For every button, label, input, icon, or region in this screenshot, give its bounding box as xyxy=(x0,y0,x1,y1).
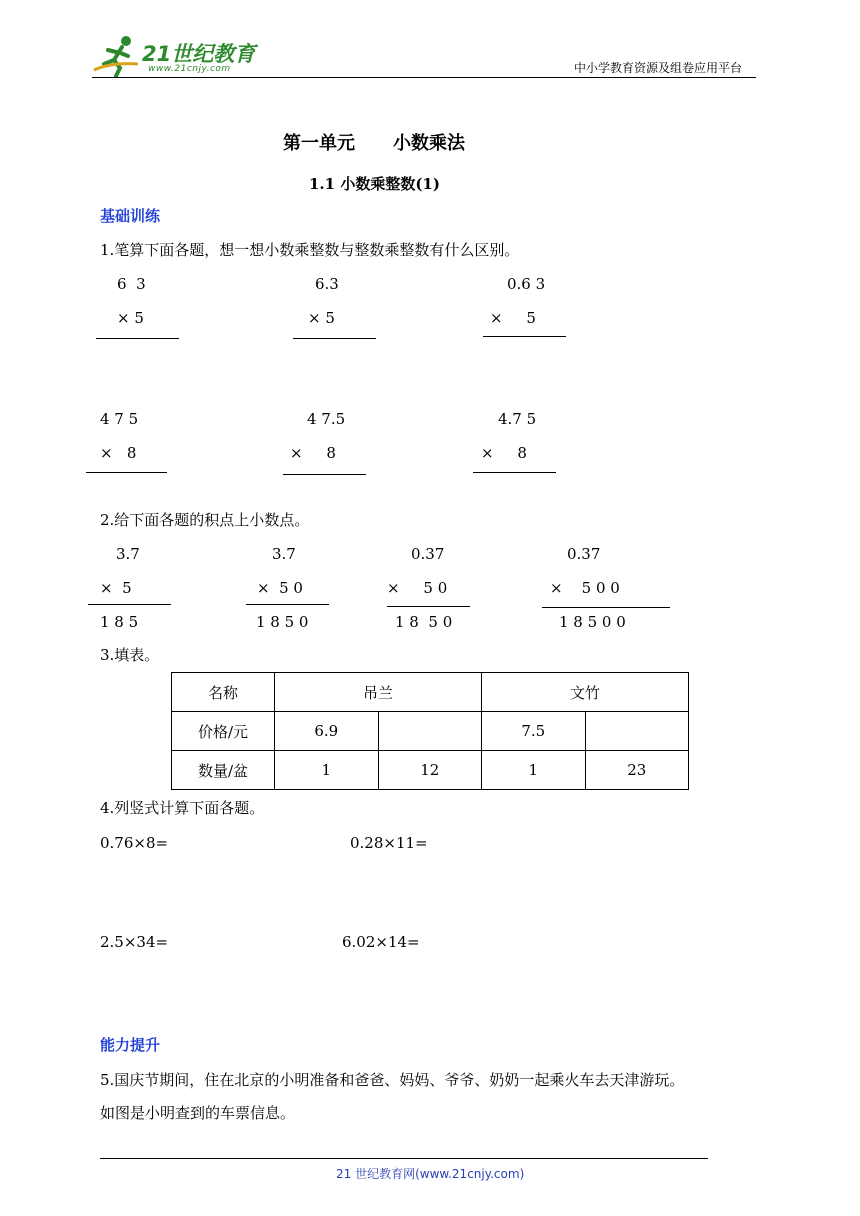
q2-item4-result: 1 8 5 0 0 xyxy=(559,613,626,631)
q1-item3-top: 0.6 3 xyxy=(507,275,546,293)
q4-prompt: 4.列竖式计算下面各题。 xyxy=(100,799,265,817)
q2-item4-mul: × 5 0 0 xyxy=(550,579,620,597)
table-cell: 23 xyxy=(585,751,689,790)
table-cell-blank[interactable] xyxy=(585,712,689,751)
q2-item2-result: 1 8 5 0 xyxy=(256,613,309,631)
table-row-label: 价格/元 xyxy=(172,712,275,751)
q1-item5-line xyxy=(283,474,366,475)
q2-item2-top: 3.7 xyxy=(272,545,296,563)
q1-item1-top: 6 3 xyxy=(117,275,146,293)
footer-divider xyxy=(100,1158,708,1159)
table-header-diaolan: 吊兰 xyxy=(275,673,482,712)
q2-item3-mul: × 5 0 xyxy=(387,579,448,597)
q5-line1: 5.国庆节期间，住在北京的小明准备和爸爸、妈妈、爷爷、奶奶一起乘火车去天津游玩。 xyxy=(100,1071,685,1089)
table-row xyxy=(172,751,689,790)
table-header-name: 名称 xyxy=(172,673,275,712)
table-cell-blank[interactable] xyxy=(378,712,482,751)
q2-item3-top: 0.37 xyxy=(411,545,445,563)
section-basic: 基础训练 xyxy=(100,207,161,225)
section-advanced: 能力提升 xyxy=(100,1036,161,1054)
q1-item5-top: 4 7.5 xyxy=(307,410,346,428)
q1-item6-mul: × 8 xyxy=(481,444,527,462)
q1-item6-top: 4.7 5 xyxy=(498,410,537,428)
q2-item3-line xyxy=(387,606,470,607)
q1-item4-top: 4 7 5 xyxy=(100,410,139,428)
q1-item2-top: 6.3 xyxy=(315,275,339,293)
q4-item1: 0.76×8= xyxy=(100,834,169,852)
table-row-label: 数量/盆 xyxy=(172,751,275,790)
table-header-wenzhu: 文竹 xyxy=(482,673,689,712)
q1-item4-line xyxy=(86,472,167,473)
table-row xyxy=(172,712,689,751)
q2-item1-result: 1 8 5 xyxy=(100,613,139,631)
q1-item6-line xyxy=(473,472,556,473)
q3-prompt: 3.填表。 xyxy=(100,646,160,664)
topic-title: 小数乘法 xyxy=(393,133,465,154)
q4-item4: 6.02×14= xyxy=(342,933,420,951)
q3-table xyxy=(171,672,689,790)
q2-item2-mul: × 5 0 xyxy=(257,579,303,597)
footer-text[interactable]: 21 世纪教育网(www.21cnjy.com) xyxy=(336,1167,525,1181)
q1-item1-line xyxy=(96,338,179,339)
q4-item3: 2.5×34= xyxy=(100,933,169,951)
q1-item4-mul: × 8 xyxy=(100,444,137,462)
q1-item2-mul: × 5 xyxy=(308,309,335,327)
header-platform-text: 中小学教育资源及组卷应用平台 xyxy=(574,61,743,75)
unit-title: 第一单元 xyxy=(283,133,355,154)
q4-item2: 0.28×11= xyxy=(350,834,428,852)
q1-item3-line xyxy=(483,336,566,337)
table-cell: 1 xyxy=(275,751,379,790)
q1-item5-mul: × 8 xyxy=(290,444,336,462)
q2-item1-mul: × 5 xyxy=(100,579,132,597)
q2-item4-top: 0.37 xyxy=(567,545,601,563)
table-cell: 12 xyxy=(378,751,482,790)
logo-url: www.21cnjy.com xyxy=(148,64,231,74)
table-header-row xyxy=(172,673,689,712)
q2-prompt: 2.给下面各题的积点上小数点。 xyxy=(100,511,310,529)
q1-prompt: 1.笔算下面各题，想一想小数乘整数与整数乘整数有什么区别。 xyxy=(100,241,520,259)
q1-item2-line xyxy=(293,338,376,339)
q2-item3-result: 1 8 5 0 xyxy=(395,613,453,631)
q1-item1-mul: × 5 xyxy=(117,309,144,327)
q2-item1-top: 3.7 xyxy=(116,545,140,563)
logo-text: 21世纪教育 xyxy=(142,42,256,66)
q2-item2-line xyxy=(246,604,329,605)
lesson-title: 1.1 小数乘整数(1) xyxy=(309,175,440,193)
q5-line2: 如图是小明查到的车票信息。 xyxy=(100,1104,296,1122)
table-cell: 6.9 xyxy=(275,712,379,751)
table-cell: 7.5 xyxy=(482,712,586,751)
header-divider xyxy=(92,77,756,78)
site-logo xyxy=(92,34,262,80)
table-cell: 1 xyxy=(482,751,586,790)
q2-item4-line xyxy=(542,607,670,608)
q2-item1-line xyxy=(88,604,171,605)
q1-item3-mul: × 5 xyxy=(490,309,536,327)
runner-icon xyxy=(92,34,142,78)
